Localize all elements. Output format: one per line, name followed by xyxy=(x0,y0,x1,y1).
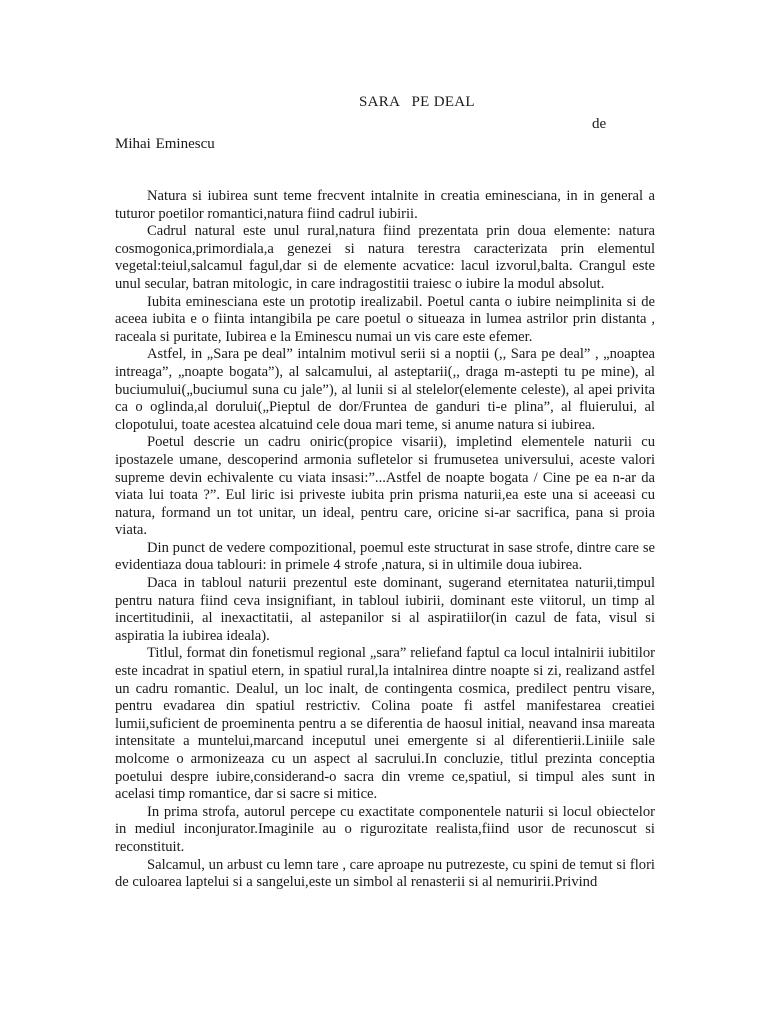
paragraph: In prima strofa, autorul percepe cu exactitate componentele naturii si locul obiectelor in mediul inconjurator.Imaginile au o rigurozitate realista,fiind usor de recunoscut si reconstituit. xyxy=(115,803,655,855)
paragraph: Titlul, format din fonetismul regional „sara” reliefand faptul ca locul intalnirii iubitilor este incadrat in spatiul etern, in spatiul rural,la intalnirea dintre noapte si zi, realizand astfel un cadru romantic. Dealul, un loc inalt, de contingenta cosmica, predilect pentru visare, pentru evadarea din spatiul restrictiv. Colina poate fi astfel manifestarea creatiei lumii,suficient de proeminenta pentru a se diferentia de haosul initial, neavand insa mareata intensitate a muntelui,marcand inceputul unei emergente si al diferentierii.Liniile sale molcome o armonizeaza cu un aspect al sacrului.In concluzie, titlul prezinta conceptia poetului despre iubire,considerand-o sacra din vreme ce,spatiul, si timpul ales sunt in acelasi timp romantice, dar si sacre si mitice. xyxy=(115,645,655,803)
paragraph: Daca in tabloul naturii prezentul este dominant, sugerand eternitatea naturii,timpul pentru natura fiind ceva insignifiant, in tabloul iubirii, dominant este viitorul, un timp al incertitudinii, al inexactitatii, al astepanilor si al aspiratiilor(in cazul de fata, visul si aspiratia la iubirea ideala). xyxy=(115,575,655,644)
paragraph: Cadrul natural este unul rural,natura fiind prezentata prin doua elemente: natura cosmogonica,primordiala,a genezei si natura terestra caracterizata prin elementul vegetal:teiul,salcamul fagul,dar si de elemente acvatice: lacul izvorul,balta. Crangul este unul secular, batran mitologic, in care indragostitii traiesc o iubire la modul absolut. xyxy=(115,223,655,292)
paragraph: Natura si iubirea sunt teme frecvent intalnite in creatia eminesciana, in in general a tuturor poetilor romantici,natura fiind cadrul iubirii. xyxy=(115,188,655,222)
paragraph: Poetul descrie un cadru oniric(propice visarii), impletind elementele naturii cu ipostazele umane, descoperind armonia sufletelor si frumusetea universului, aceste valori supreme devin echivalente cu viata insasi:”...Astfel de noapte bogata / Cine pe ea n-ar da viata lui toata ?”. Eul liric isi priveste iubita prin prisma naturii,ea este una si aceeasi cu natura, formand un tot unitar, un ideal, pentru care, oricine si-ar sacrifica, pana si proia viata. xyxy=(115,434,655,539)
document-body xyxy=(115,188,655,892)
paragraph: Salcamul, un arbust cu lemn tare , care aproape nu putrezeste, cu spini de temut si flori de culoarea laptelui si a sangelui,este un simbol al renasterii si al nemuririi.Privind xyxy=(115,856,655,891)
paragraph: Astfel, in „Sara pe deal” intalnim motivul serii si a noptii (,, Sara pe deal” , „noaptea intreaga”, „noapte bogata”), al salcamului, al asteptarii(,, draga m-astepti tu pe mine), al buciumului(„buciumul suna cu jale”), al lunii si al stelelor(elemente celeste), al apei privita ca o oglinda,al dorului(„Pieptul de dor/Fruntea de ganduri ti-e plina”, al fluierului, al clopotului, toate acestea alcatuind cele doua mari teme, si anume natura si iubirea. xyxy=(115,346,655,433)
document-title: SARA PE DEAL xyxy=(359,94,475,110)
paragraph: Iubita eminesciana este un prototip irealizabil. Poetul canta o iubire neimplinita si de aceea iubita e o fiinta intangibila pe care poetul o situeaza in lumea astrilor prin distanta , raceala si puritate, Iubirea e la Eminescu numai un vis care este efemer. xyxy=(115,293,655,345)
author-preposition: de xyxy=(592,116,607,132)
author-name: Mihai Eminescu xyxy=(115,136,215,152)
paragraph: Din punct de vedere compozitional, poemul este structurat in sase strofe, dintre care se evidentiaza doua tablouri: in primele 4 strofe ,natura, si in ultimile doua iubirea. xyxy=(115,539,655,574)
